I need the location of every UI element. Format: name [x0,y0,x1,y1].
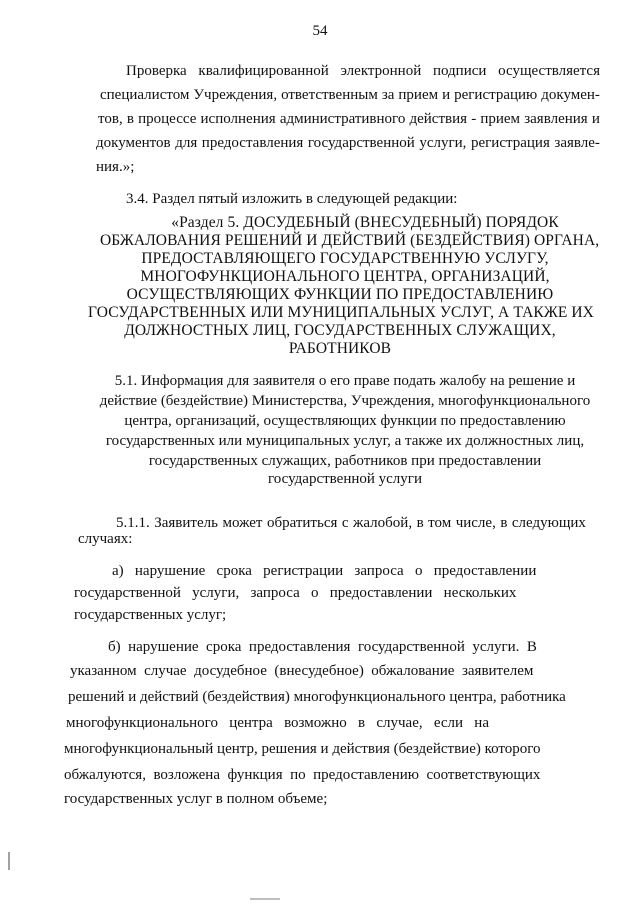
subsection-5-1-line-5: государственных служащих, работников при предоставлении [148,453,542,469]
section-heading-line-4: МНОГОФУНКЦИОНАЛЬНОГО ЦЕНТРА, ОРГАНИЗАЦИЙ, [140,268,550,285]
subsection-5-1-line-1: 5.1. Информация для заявителя о его праве подать жалобу на решение и [114,373,576,389]
subsection-5-1-line-2: действие (бездействие) Министерства, Учреждения, многофункционального [99,393,591,409]
item-b-line-3: решений и действий (бездействия) многофункционального центра, работника [68,689,566,705]
intro-line-1: Проверка квалифицированной электронной подписи осуществляется [126,63,600,79]
intro-line-5: ния.»; [96,159,135,175]
item-a-line-2: государственной услуги, запроса о предоставлении нескольких [74,585,517,601]
item-b-line-6: обжалуются, возложена функция по предоставлению соответствующих [64,767,541,783]
subsection-5-1-line-3: центра, организаций, осуществляющих функции по предоставлению [124,413,566,429]
intro-line-4: документов для предоставления государственной услуги, регистрация заявле- [96,135,600,151]
page-number: 54 [312,23,328,39]
para-5-1-1-line-1: 5.1.1. Заявитель может обратиться с жалобой, в том числе, в следующих [116,515,586,531]
para-5-1-1-line-2: случаях: [78,531,133,547]
subsection-5-1-line-6: государственной услуги [268,471,422,487]
section-heading-line-8: РАБОТНИКОВ [288,340,392,357]
item-b-line-5: многофункциональный центр, решения и действия (бездействие) которого [64,741,541,757]
item-b-line-1: б) нарушение срока предоставления государственной услуги. В [108,639,537,655]
section-heading-line-7: ДОЛЖНОСТНЫХ ЛИЦ, ГОСУДАРСТВЕННЫХ СЛУЖАЩИХ, [124,322,556,339]
item-a-line-1: а) нарушение срока регистрации запроса о предоставлении [112,563,537,579]
section-heading-line-2: ОБЖАЛОВАНИЯ РЕШЕНИЙ И ДЕЙСТВИЙ (БЕЗДЕЙСТВИЯ) ОРГАНА, [100,232,600,249]
intro-line-2: специалистом Учреждения, ответственным за прием и регистрацию докумен- [100,87,600,103]
section-heading-line-6: ГОСУДАРСТВЕННЫХ ИЛИ МУНИЦИПАЛЬНЫХ УСЛУГ, А ТАКЖЕ ИХ [88,304,594,321]
section-heading-line-1: «Раздел 5. ДОСУДЕБНЫЙ (ВНЕСУДЕБНЫЙ) ПОРЯДОК [171,214,559,231]
item-b-line-7: государственных услуг в полном объеме; [64,791,328,807]
item-b-line-4: многофункционального центра возможно в случае, если на [66,715,489,731]
item-a-line-3: государственных услуг; [74,607,227,623]
item-3-4: 3.4. Раздел пятый изложить в следующей редакции: [126,191,458,207]
scan-artifact-bottom [250,898,280,900]
item-b-line-2: указанном случае досудебное (внесудебное) обжалование заявителем [70,663,534,679]
subsection-5-1-line-4: государственных или муниципальных услуг, а также их должностных лиц, [105,433,585,449]
section-heading-line-3: ПРЕДОСТАВЛЯЮЩЕГО ГОСУДАРСТВЕННУЮ УСЛУГУ, [141,250,549,267]
scan-artifact-left [8,852,10,870]
intro-line-3: тов, в процессе исполнения административного действия - прием заявления и [98,111,600,127]
section-heading-line-5: ОСУЩЕСТВЛЯЮЩИХ ФУНКЦИИ ПО ПРЕДОСТАВЛЕНИЮ [126,286,554,303]
